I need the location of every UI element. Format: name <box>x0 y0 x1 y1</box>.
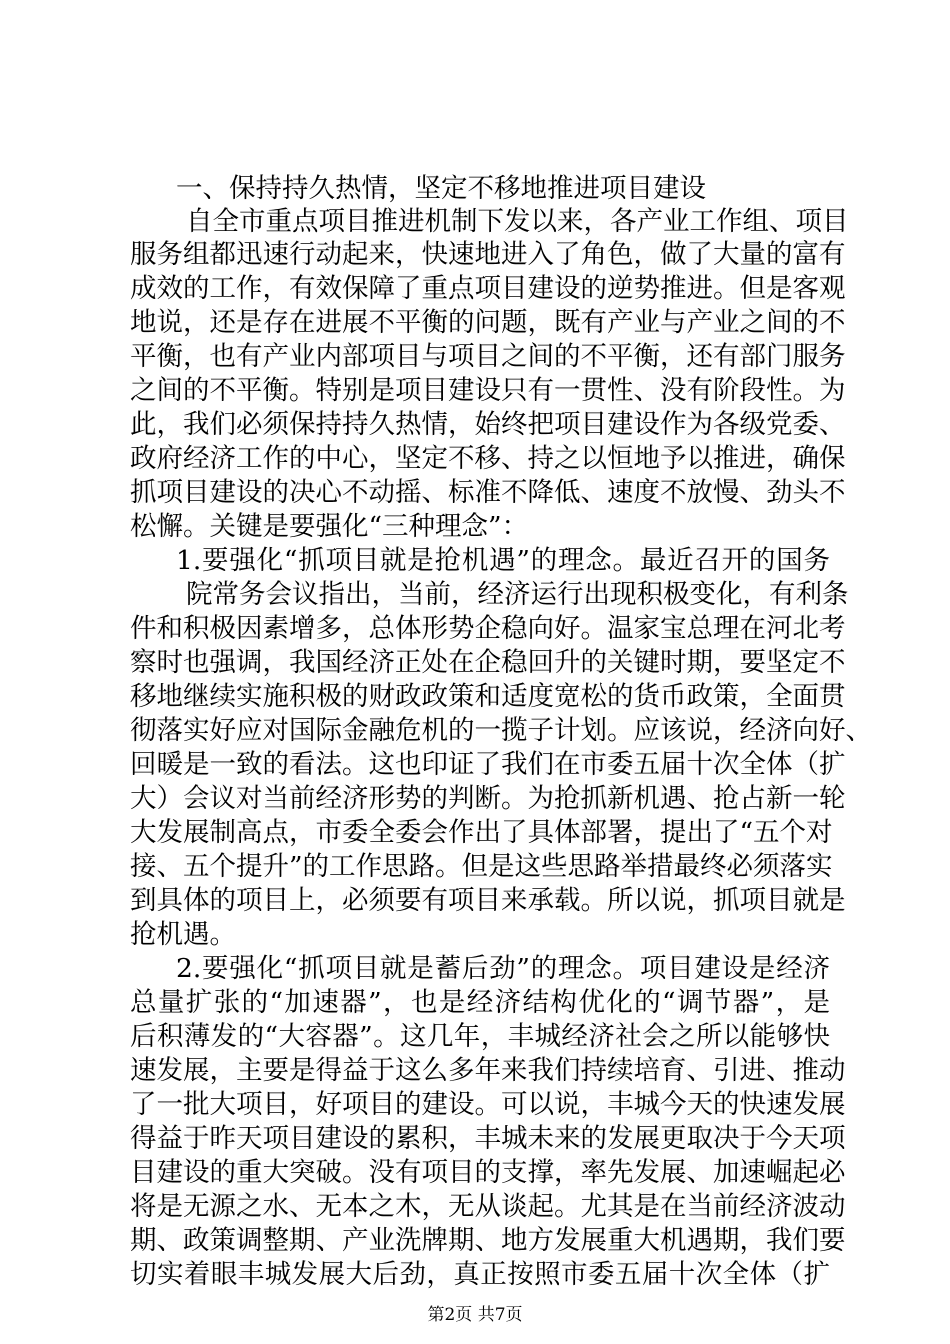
paragraph-line: 到具体的项目上，必须要有项目来承载。所以说，抓项目就是 <box>130 885 846 916</box>
paragraph-line: 地说，还是存在进展不平衡的问题，既有产业与产业之间的不 <box>130 307 846 338</box>
paragraph-line: 1.要强化“抓项目就是抢机遇”的理念。最近召开的国务 <box>176 545 830 576</box>
paragraph-line: 彻落实好应对国际金融危机的一揽子计划。应该说，经济向好、 <box>130 715 872 746</box>
paragraph-line: 件和积极因素增多，总体形势企稳向好。温家宝总理在河北考 <box>130 613 846 644</box>
paragraph-line: 将是无源之水、无本之木，无从谈起。尤其是在当前经济波动 <box>130 1191 846 1222</box>
paragraph-line: 平衡，也有产业内部项目与项目之间的不平衡，还有部门服务 <box>130 341 846 372</box>
paragraph-line: 切实着眼丰城发展大后劲，真正按照市委五届十次全体（扩 <box>130 1259 830 1290</box>
paragraph-line: 政府经济工作的中心，坚定不移、持之以恒地予以推进，确保 <box>130 443 846 474</box>
paragraph-line: 之间的不平衡。特别是项目建设只有一贯性、没有阶段性。为 <box>130 375 846 406</box>
paragraph-line: 松懈。关键是要强化“三种理念”： <box>130 511 529 542</box>
paragraph-line: 此，我们必须保持持久热情，始终把项目建设作为各级党委、 <box>130 409 846 440</box>
paragraph-line: 回暖是一致的看法。这也印证了我们在市委五届十次全体（扩 <box>130 749 846 780</box>
paragraph-line: 院常务会议指出，当前，经济运行出现积极变化，有利条 <box>186 579 849 610</box>
paragraph-line: 大发展制高点，市委全委会作出了具体部署，提出了“五个对 <box>130 817 833 848</box>
paragraph-line: 自全市重点项目推进机制下发以来，各产业工作组、项目 <box>186 206 849 237</box>
paragraph-line: 速发展，主要是得益于这么多年来我们持续培育、引进、推动 <box>130 1055 846 1086</box>
paragraph-line: 接、五个提升”的工作思路。但是这些思路举措最终必须落实 <box>130 851 833 882</box>
paragraph-line: 大）会议对当前经济形势的判断。为抢抓新机遇、抢占新一轮 <box>130 783 846 814</box>
paragraph-line: 服务组都迅速行动起来，快速地进入了角色，做了大量的富有 <box>130 239 846 270</box>
paragraph-line: 察时也强调，我国经济正处在企稳回升的关键时期，要坚定不 <box>130 647 846 678</box>
paragraph-line: 得益于昨天项目建设的累积，丰城未来的发展更取决于今天项 <box>130 1123 846 1154</box>
paragraph-line: 移地继续实施积极的财政政策和适度宽松的货币政策，全面贯 <box>130 681 846 712</box>
paragraph-line: 2.要强化“抓项目就是蓄后劲”的理念。项目建设是经济 <box>176 953 830 984</box>
page-number-footer: 第2页 共7页 <box>427 1305 523 1325</box>
paragraph-line: 总量扩张的“加速器”，也是经济结构优化的“调节器”，是 <box>130 987 830 1018</box>
paragraph-line: 了一批大项目，好项目的建设。可以说，丰城今天的快速发展 <box>130 1089 846 1120</box>
paragraph-line: 抓项目建设的决心不动摇、标准不降低、速度不放慢、劲头不 <box>130 477 846 508</box>
paragraph-line: 后积薄发的“大容器”。这几年，丰城经济社会之所以能够快 <box>130 1021 830 1052</box>
paragraph-line: 目建设的重大突破。没有项目的支撑，率先发展、加速崛起必 <box>130 1157 846 1188</box>
paragraph-line: 期、政策调整期、产业洗牌期、地方发展重大机遇期，我们要 <box>130 1225 846 1256</box>
section-heading: 一、保持持久热情，坚定不移地推进项目建设 <box>176 173 706 204</box>
paragraph-line: 抢机遇。 <box>130 919 236 950</box>
paragraph-line: 成效的工作，有效保障了重点项目建设的逆势推进。但是客观 <box>130 273 846 304</box>
